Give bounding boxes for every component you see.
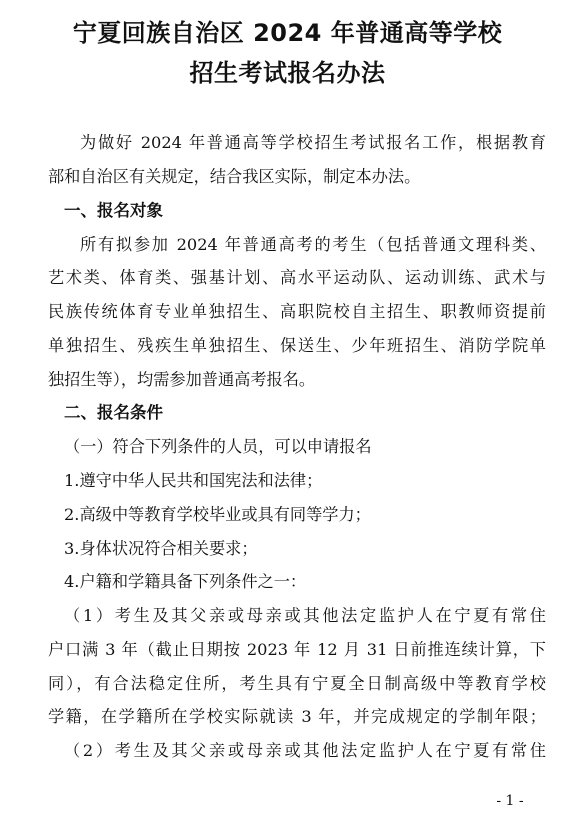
section1-line-2: 艺术类、体育类、强基计划、高水平运动队、运动训练、武术与 <box>48 268 546 287</box>
page-number: - 1 - <box>496 793 524 809</box>
condition-item-1: 1.遵守中华人民共和国宪法和法律； <box>64 471 323 490</box>
residency-condition-1-line-4: 学籍，在学籍所在学校实际就读 3 年，并完成规定的学制年限； <box>48 707 546 726</box>
condition-item-3: 3.身体状况符合相关要求； <box>64 539 258 558</box>
section1-line-4: 单独招生、残疾生单独招生、保送生、少年班招生、消防学院单 <box>48 336 546 355</box>
intro-line-1: 为做好 2024 年普通高等学校招生考试报名工作，根据教育 <box>80 133 546 152</box>
residency-condition-1-line-2: 户口满 3 年（截止日期按 2023 年 12 月 31 日前推连续计算，下 <box>48 640 546 659</box>
subsection-heading-1: （一）符合下列条件的人员，可以申请报名 <box>64 437 372 456</box>
residency-condition-2-line-1: （2）考生及其父亲或母亲或其他法定监护人在宁夏有常住 <box>64 741 546 760</box>
condition-item-4: 4.户籍和学籍具备下列条件之一： <box>64 572 307 591</box>
section-heading-2: 二、报名条件 <box>64 403 163 422</box>
document-title-line-2: 招生考试报名办法 <box>189 59 386 87</box>
section-heading-1: 一、报名对象 <box>64 201 163 220</box>
section1-line-3: 民族传统体育专业单独招生、高职院校自主招生、职教师资提前 <box>48 302 546 321</box>
section1-line-5: 独招生等），均需参加普通高考报名。 <box>48 370 316 389</box>
intro-line-2: 部和自治区有关规定，结合我区实际，制定本办法。 <box>48 167 421 186</box>
section1-line-1: 所有拟参加 2024 年普通高考的考生（包括普通文理科类、 <box>80 235 546 254</box>
document-title-line-1: 宁夏回族自治区 2024 年普通高等学校 <box>72 19 503 47</box>
condition-item-2: 2.高级中等教育学校毕业或具有同等学力； <box>64 505 371 524</box>
residency-condition-1-line-1: （1）考生及其父亲或母亲或其他法定监护人在宁夏有常住 <box>64 606 546 625</box>
residency-condition-1-line-3: 同），有合法稳定住所，考生具有宁夏全日制高级中等教育学校 <box>48 674 546 693</box>
